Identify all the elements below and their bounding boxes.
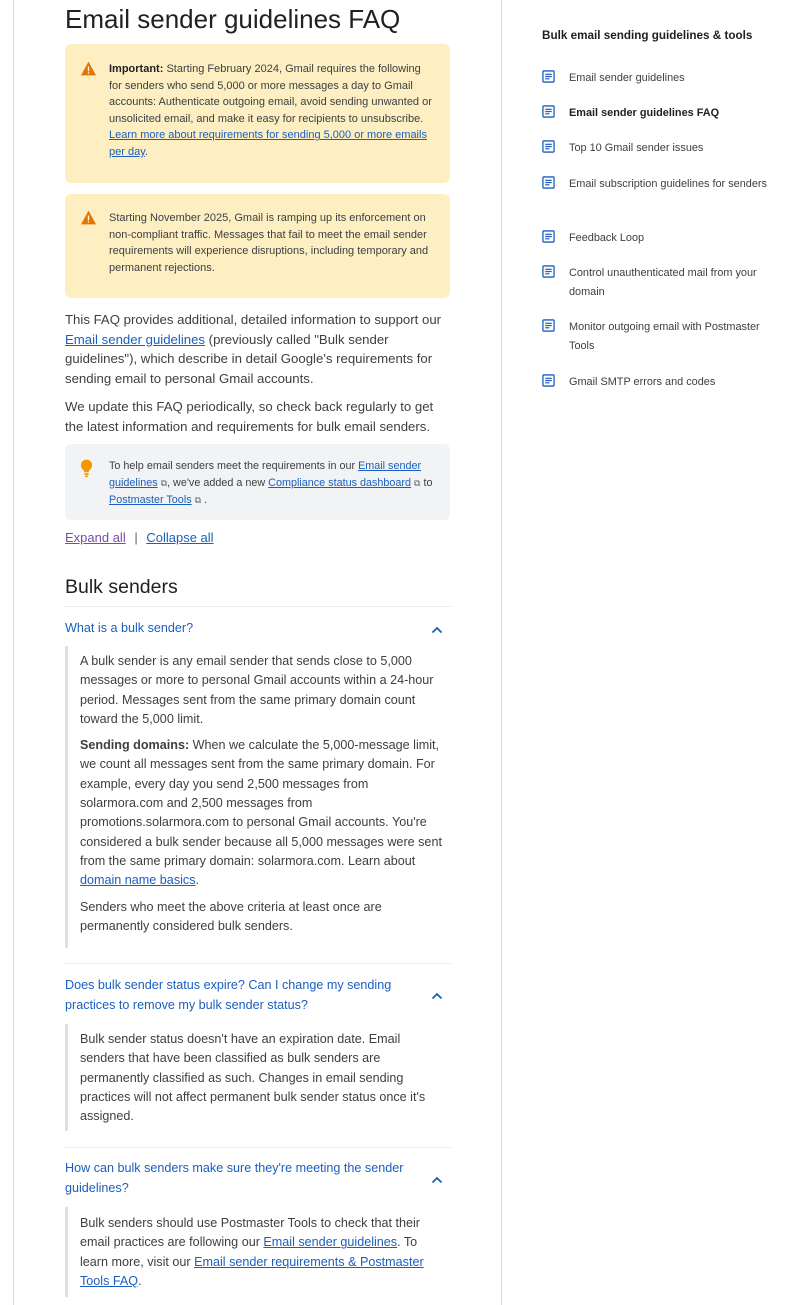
important-callout-text [109, 61, 436, 161]
faq-answer-text: . To learn more, visit our [80, 1235, 418, 1269]
article-icon [542, 374, 555, 387]
faq-answer-status-expire [65, 1024, 451, 1131]
faq-divider [65, 1147, 451, 1148]
faq-answer-bulk-sender [65, 646, 451, 948]
sending-domains-period: . [195, 873, 200, 888]
important-label: Important: [109, 63, 164, 75]
enforcement-callout-text: Starting November 2025, Gmail is ramping up its enforcement on non-compliant traffic. Messages that fail to meet the email sender requirements will experience disruptions, including temporary and permanent rejections. [109, 212, 429, 274]
external-link-icon: ⧉ [160, 478, 168, 488]
external-link-icon: ⧉ [194, 495, 202, 505]
tip-text-2: , we've added a new [167, 477, 269, 489]
faq-answer-text: Bulk senders should use Postmaster Tools to check that their email practices are following our [80, 1216, 420, 1250]
faq-answer-paragraph: Senders who meet the above criteria at least once are permanently considered bulk senders. [80, 899, 382, 933]
sidebar-item-label: Email sender guidelines [569, 72, 685, 84]
lightbulb-icon [80, 459, 93, 478]
tip-box [65, 444, 450, 520]
sending-domains-label: Sending domains: [80, 738, 190, 753]
important-callout [65, 44, 450, 183]
chevron-up-icon[interactable] [431, 626, 443, 634]
compliance-dashboard-link[interactable]: Compliance status dashboard [268, 477, 412, 489]
sidebar-item-label: Top 10 Gmail sender issues [569, 142, 704, 154]
faq-answer-paragraph [80, 1214, 445, 1291]
postmaster-tools-link[interactable]: Postmaster Tools [109, 494, 192, 506]
faq-question-status-expire[interactable]: Does bulk sender status expire? Can I change my sending practices to remove my bulk sender status? [65, 978, 392, 1012]
faq-answer-text: . [138, 1273, 142, 1288]
sidebar-item-label: Control unauthenticated mail from your domain [569, 267, 757, 298]
section-title: Bulk senders [65, 576, 178, 598]
article-icon [542, 176, 555, 189]
sidebar-item-label: Email sender guidelines FAQ [569, 107, 720, 119]
sidebar-item-label: Feedback Loop [569, 232, 645, 244]
tip-text [109, 458, 436, 509]
tip-text-3: to [420, 477, 433, 489]
faq-question-meeting-guidelines[interactable]: How can bulk senders make sure they're meeting the sender guidelines? [65, 1161, 404, 1195]
intro-text-end: (previously called "Bulk sender guidelines"), which describe in detail Google's requirements for sending email to personal Gmail accounts. [65, 331, 433, 386]
chevron-up-icon[interactable] [431, 992, 443, 1000]
important-period: . [144, 145, 148, 158]
sending-domains-text: When we calculate the 5,000-message limit, we count all messages sent from the same primary domain. For example, every day you send 2,500 messages from solarmora.com and 2,500 messages from promotions.solarmora.com to personal Gmail accounts. You're considered a bulk sender because all 5,000 messages were sent from the same primary domain: solarmora.com. Learn about [80, 738, 442, 868]
collapse-all-link[interactable]: Collapse all [146, 530, 214, 545]
sidebar-item-label: Monitor outgoing email with Postmaster Tools [569, 321, 760, 352]
page-left-border [13, 0, 14, 1305]
column-divider [501, 0, 502, 1305]
warning-icon [80, 61, 97, 76]
article-icon [542, 105, 555, 118]
faq-answer-paragraph: A bulk sender is any email sender that sends close to 5,000 messages or more to personal Gmail accounts within a 24-hour period. Messages sent from the same primary domain count toward the 5,000 limit. [80, 654, 434, 726]
article-icon [542, 230, 555, 243]
postmaster-faq-link[interactable]: Email sender requirements & Postmaster Tools FAQ [80, 1254, 424, 1288]
email-sender-guidelines-link[interactable]: Email sender guidelines [65, 331, 206, 347]
intro-text: This FAQ provides additional, detailed information to support our [65, 312, 442, 327]
faq-answer-meeting-guidelines [65, 1207, 451, 1297]
expand-collapse-bar [65, 530, 214, 545]
enforcement-callout [65, 194, 450, 298]
update-note: We update this FAQ periodically, so check back regularly to get the latest information and requirements for bulk email senders. [65, 399, 434, 434]
chevron-up-icon[interactable] [431, 1176, 443, 1184]
email-sender-guidelines-link[interactable]: Email sender guidelines [263, 1235, 398, 1250]
faq-divider [65, 963, 451, 964]
requirements-link[interactable]: Learn more about requirements for sending 5,000 or more emails per day [109, 129, 427, 158]
article-icon [542, 70, 555, 83]
domain-name-basics-link[interactable]: domain name basics [80, 873, 196, 888]
external-link-icon: ⧉ [414, 478, 421, 488]
sidebar-title: Bulk email sending guidelines & tools [542, 29, 753, 42]
tip-text-4: . [204, 494, 208, 506]
warning-icon [80, 210, 97, 225]
article-icon [542, 140, 555, 153]
faq-divider [65, 606, 451, 607]
faq-answer-paragraph [80, 736, 445, 890]
separator: | [134, 530, 138, 545]
page-title: Email sender guidelines FAQ [65, 4, 401, 34]
faq-answer-paragraph: Bulk sender status doesn't have an expiration date. Email senders that have been classified as bulk senders are permanently classified as such. Changes in email sending practices will not affect permanent bulk sender status once it's assigned. [80, 1032, 426, 1124]
faq-question-bulk-sender[interactable]: What is a bulk sender? [65, 621, 194, 635]
intro-paragraph [65, 310, 451, 388]
article-icon [542, 319, 555, 332]
sidebar-item-label: Email subscription guidelines for senders [569, 178, 767, 190]
tip-guidelines-link[interactable]: Email sender guidelines [109, 460, 422, 489]
important-body: Starting February 2024, Gmail requires the following for senders who send 5,000 or more messages a day to Gmail accounts: Authenticate outgoing email, avoid sending unwanted or unsolicited email, and make it easy for recipients to unsubscribe. [109, 63, 432, 125]
expand-all-link[interactable]: Expand all [65, 530, 126, 545]
tip-text-1: To help email senders meet the requirements in our [109, 460, 359, 472]
sidebar-item-label: Gmail SMTP errors and codes [569, 376, 716, 388]
article-icon [542, 265, 555, 278]
